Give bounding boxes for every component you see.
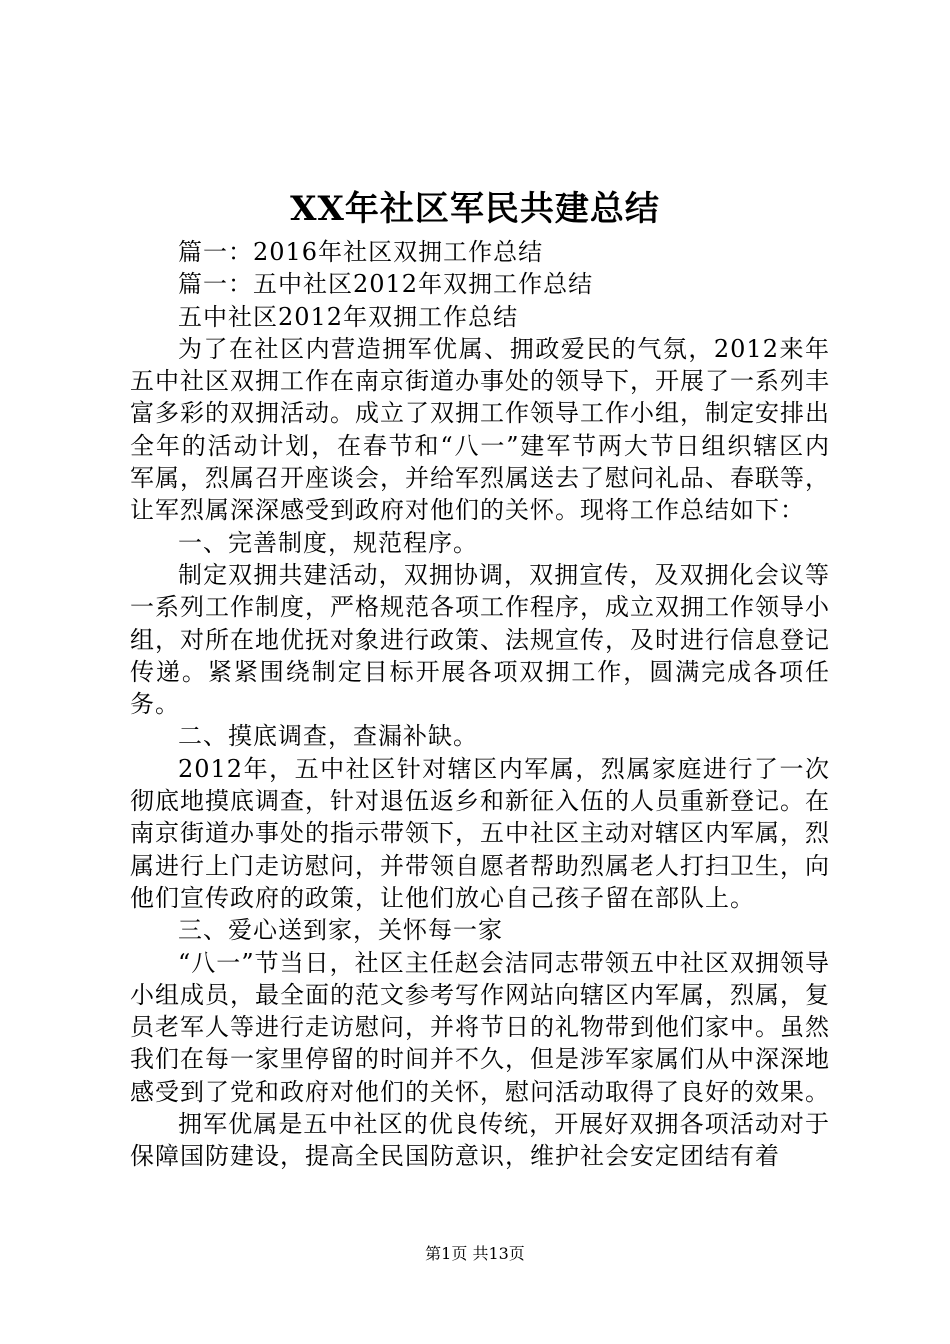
section-heading-2: 二、摸底调查，查漏补缺。 xyxy=(178,722,478,751)
section-heading-3: 三、爱心送到家，关怀每一家 xyxy=(178,916,503,945)
paragraph-heading-2: 篇一：五中社区2012年双拥工作总结 xyxy=(178,270,594,299)
paragraph-section-1: 制定双拥共建活动，双拥协调，双拥宣传，及双拥化会议等一系列工作制度，严格规范各项工作程序，成立双拥工作领导小组，对所在地优抚对象进行政策、法规宣传，及时进行信息登记传递。紧紧围绕制定目标开展各项双拥工作，圆满完成各项任务。 xyxy=(130,560,830,719)
page-footer: 第1页 共13页 xyxy=(425,1244,525,1263)
paragraph-intro: 为了在社区内营造拥军优属、拥政爱民的气氛，2012来年五中社区双拥工作在南京街道办事处的领导下，开展了一系列丰富多彩的双拥活动。成立了双拥工作领导工作小组，制定安排出全年的活动计划，在春节和“八一”建军节两大节日组织辖区内军属，烈属召开座谈会，并给军烈属送去了慰问礼品、春联等，让军烈属深深感受到政府对他们的关怀。现将工作总结如下： xyxy=(130,334,830,525)
document-body xyxy=(130,236,830,1173)
paragraph-section-2: 2012年，五中社区针对辖区内军属，烈属家庭进行了一次彻底地摸底调查，针对退伍返乡和新征入伍的人员重新登记。在南京街道办事处的指示带领下，五中社区主动对辖区内军属，烈属进行上门走访慰问，并带领自愿者帮助烈属老人打扫卫生，向他们宣传政府的政策，让他们放心自己孩子留在部队上。 xyxy=(130,754,830,912)
document-title: XX年社区军民共建总结 xyxy=(290,189,660,229)
paragraph-heading-1: 篇一：2016年社区双拥工作总结 xyxy=(178,238,544,266)
paragraph-section-3: “八一”节当日，社区主任赵会洁同志带领五中社区双拥领导小组成员，最全面的范文参考写作网站向辖区内军属，烈属，复员老军人等进行走访慰问，并将节日的礼物带到他们家中。虽然我们在每一家里停留的时间并不久，但是涉军家属们从中深深地感受到了党和政府对他们的关怀，慰问活动取得了良好的效果。 xyxy=(130,948,830,1106)
paragraph-conclusion: 拥军优属是五中社区的优良传统，开展好双拥各项活动对于保障国防建设，提高全民国防意识，维护社会安定团结有着 xyxy=(130,1110,830,1171)
paragraph-heading-3: 五中社区2012年双拥工作总结 xyxy=(178,302,519,331)
section-heading-1: 一、完善制度，规范程序。 xyxy=(178,528,478,557)
